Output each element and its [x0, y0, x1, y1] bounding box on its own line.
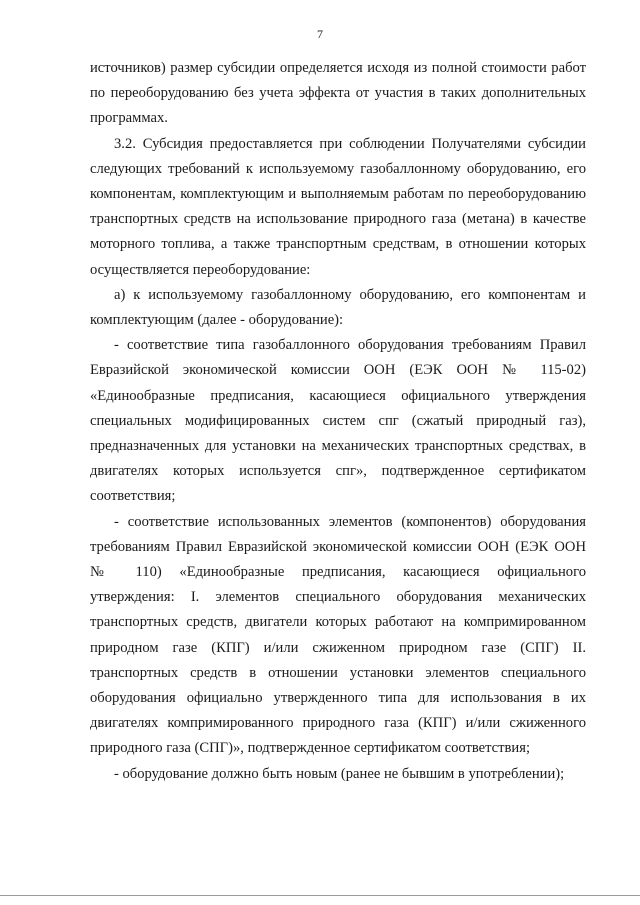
paragraph-requirement-type-conformity: - соответствие типа газобаллонного оборудования требованиям Правил Евразийской экономической комиссии ООН (ЕЭК ООН № 115-02) «Единообразные предписания, касающиеся официального утверждения специальных модифицированных систем спг (сжатый природный газ), предназначенных для установки на механических транспортных средствах, в двигателях которых используется спг», подтвержденное сертификатом соответствия; [90, 337, 586, 505]
document-body [90, 56, 586, 787]
paragraph-clause-3-2: 3.2. Субсидия предоставляется при соблюдении Получателями субсидии следующих требований к используемому газобаллонному оборудованию, его компонентам, комплектующим и выполняемым работам по переоборудованию транспортных средств на использование природного газа (метана) в качестве моторного топлива, а также транспортным средствам, в отношении которых осуществляется переоборудование: [90, 135, 586, 278]
paragraph-requirement-new-equipment: - оборудование должно быть новым (ранее не бывшим в употреблении); [114, 765, 565, 782]
scan-bottom-edge [0, 895, 640, 896]
page-number: 7 [317, 27, 323, 41]
paragraph-requirement-components-conformity: - соответствие использованных элементов (компонентов) оборудования требованиям Правил Евразийской экономической комиссии ООН (ЕЭК ООН № 110) «Единообразные предписания, касающиеся официального утверждения: I. элементов специального оборудования механических транспортных средств, двигатели которых работают на компримированном природном газе (КПГ) и/или сжиженном природном газе (СПГ) II. транспортных средств в отношении установки элементов специального оборудования официально утвержденного типа для использования в их двигателях компримированного природного газа (КПГ) и/или сжиженного природного газа (СПГ)», подтвержденное сертификатом соответствия; [90, 513, 586, 757]
paragraph-continuation: источников) размер субсидии определяется исходя из полной стоимости работ по переоборудованию без учета эффекта от участия в таких дополнительных программах. [90, 60, 586, 127]
paragraph-subclause-a: а) к используемому газобаллонному оборудованию, его компонентам и комплектующим (далее - оборудование): [90, 286, 586, 329]
